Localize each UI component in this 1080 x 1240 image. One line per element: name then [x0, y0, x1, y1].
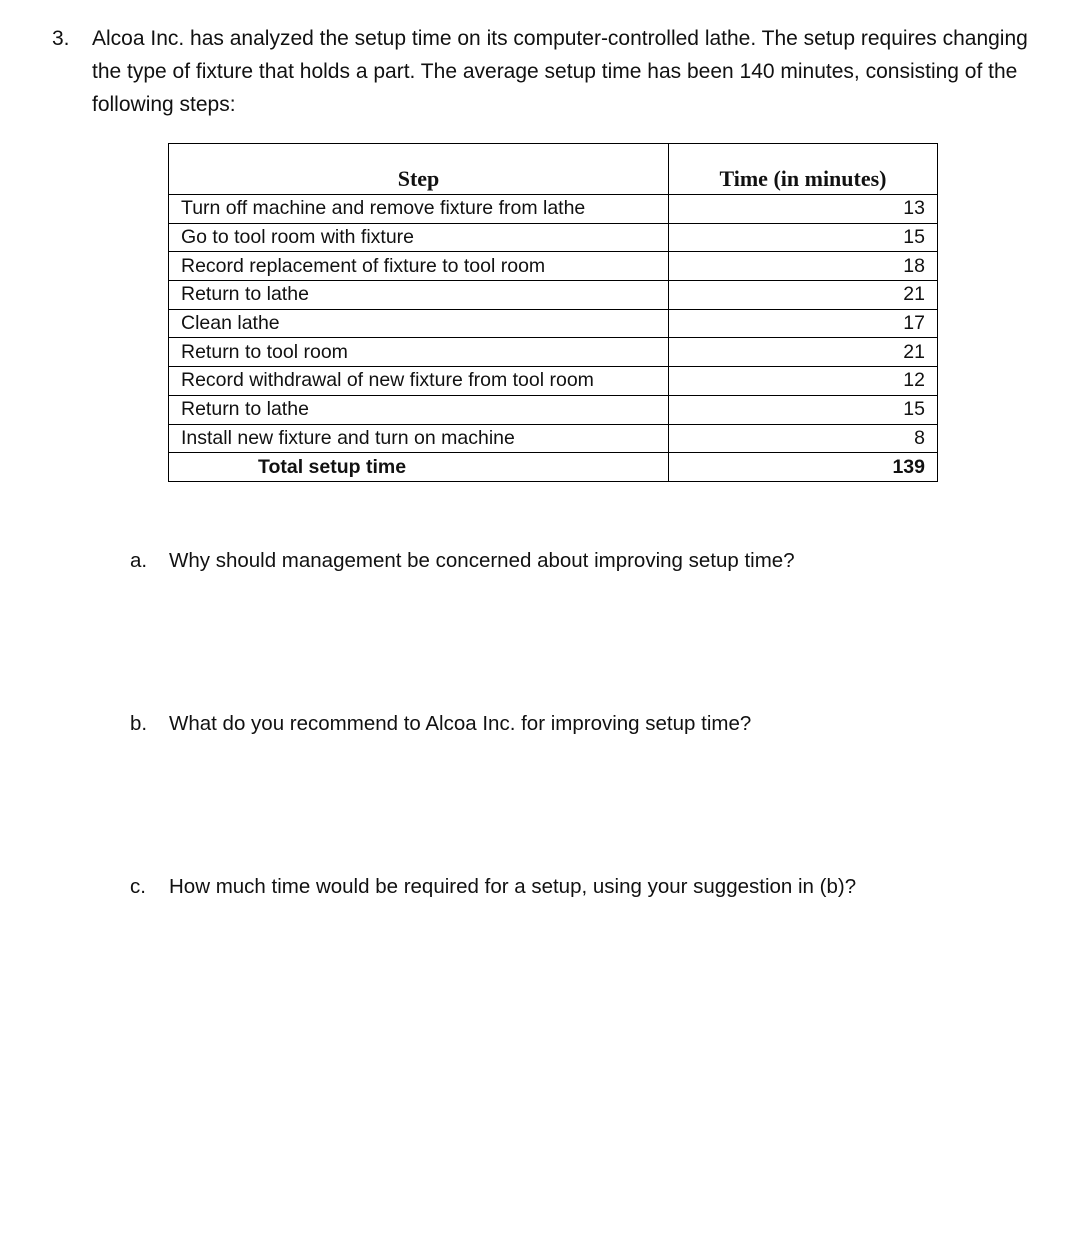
subquestion-letter: a.: [130, 549, 148, 572]
header-time: Time (in minutes): [669, 144, 938, 195]
table-row: [169, 252, 938, 281]
step-cell: Turn off machine and remove fixture from lathe: [169, 195, 669, 224]
table-row: [169, 281, 938, 310]
step-cell: Clean lathe: [169, 309, 669, 338]
time-cell: 15: [669, 223, 938, 252]
table-row: [169, 367, 938, 396]
time-cell: 21: [669, 338, 938, 367]
time-cell: 13: [669, 195, 938, 224]
time-cell: 12: [669, 367, 938, 396]
table-row: [169, 195, 938, 224]
table-row: [169, 309, 938, 338]
question-number: 3.: [52, 27, 70, 50]
total-row: [169, 453, 938, 482]
step-cell: Record withdrawal of new fixture from tool room: [169, 367, 669, 396]
step-cell: Return to tool room: [169, 338, 669, 367]
time-cell: 18: [669, 252, 938, 281]
question-text: Alcoa Inc. has analyzed the setup time on its computer-controlled lathe. The setup requires changing the type of fixture that holds a part. The average setup time has been 140 minutes, consisting of the following steps:: [92, 27, 1028, 116]
subquestion-letter: b.: [130, 712, 148, 735]
subquestion-text: What do you recommend to Alcoa Inc. for improving setup time?: [169, 712, 752, 735]
total-label: Total setup time: [169, 453, 669, 482]
time-cell: 8: [669, 424, 938, 453]
step-cell: Return to lathe: [169, 395, 669, 424]
step-cell: Return to lathe: [169, 281, 669, 310]
time-cell: 15: [669, 395, 938, 424]
subquestion-text: Why should management be concerned about improving setup time?: [169, 549, 795, 572]
time-cell: 21: [669, 281, 938, 310]
table-header-row: [169, 144, 938, 195]
subquestion-letter: c.: [130, 875, 146, 898]
header-step: Step: [169, 144, 669, 195]
table-row: [169, 338, 938, 367]
time-cell: 17: [669, 309, 938, 338]
subquestion-text: How much time would be required for a setup, using your suggestion in (b)?: [169, 875, 857, 898]
total-value: 139: [669, 453, 938, 482]
table-row: [169, 395, 938, 424]
setup-steps-table: [168, 143, 938, 482]
step-cell: Install new fixture and turn on machine: [169, 424, 669, 453]
step-cell: Go to tool room with fixture: [169, 223, 669, 252]
table-row: [169, 223, 938, 252]
table-row: [169, 424, 938, 453]
step-cell: Record replacement of fixture to tool room: [169, 252, 669, 281]
